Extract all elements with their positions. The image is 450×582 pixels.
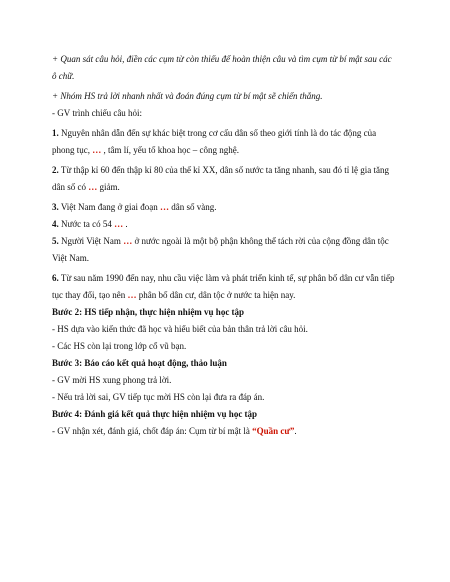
step-3-heading: Bước 3: Báo cáo kết quả hoạt động, thảo luận (52, 358, 227, 368)
conclusion-end: . (294, 426, 297, 436)
question-number: 6. (52, 273, 59, 283)
question-1 (52, 125, 397, 159)
question-number: 3. (52, 202, 59, 212)
conclusion-text: - GV nhận xét, đánh giá, chốt đáp án: Cụm từ bí mật là (52, 426, 253, 436)
question-text: dân số vàng. (169, 202, 217, 212)
question-text: giảm. (97, 182, 120, 192)
step-3-item: - Nếu trả lời sai, GV tiếp tục mời HS còn lại đưa ra đáp án. (52, 392, 265, 402)
question-4 (52, 216, 397, 233)
blank-marker: … (160, 202, 170, 212)
intro-instruction: + Quan sát câu hỏi, điền các cụm từ còn thiếu để hoàn thiện câu và tìm cụm từ bí mật sau các ô chữ. (52, 54, 392, 81)
question-number: 2. (52, 165, 59, 175)
step-3-item: - GV mời HS xung phong trả lời. (52, 375, 172, 385)
blank-marker: … (123, 236, 133, 246)
step-2-item: - HS dựa vào kiến thức đã học và hiểu biết của bản thân trả lời câu hỏi. (52, 324, 308, 334)
question-number: 4. (52, 219, 59, 229)
question-2 (52, 162, 397, 196)
question-6 (52, 270, 397, 304)
step-2-heading: Bước 2: HS tiếp nhận, thực hiện nhiệm vụ học tập (52, 307, 245, 317)
question-text: , tâm lí, yếu tố khoa học – công nghệ. (101, 145, 239, 155)
question-text: Nguyên nhân dẫn đến sự khác biệt trong cơ cấu dân số theo giới tính là do tác động của phong tục, (52, 128, 377, 155)
blank-marker: … (127, 290, 137, 300)
question-number: 1. (52, 128, 59, 138)
question-text: ở nước ngoài là một bộ phận không thể tách rời của cộng đồng dân tộc Việt Nam. (52, 236, 389, 263)
question-5 (52, 233, 397, 267)
question-text: Việt Nam đang ở giai đoạn (58, 202, 161, 212)
blank-marker: … (114, 219, 124, 229)
step-4-heading: Bước 4: Đánh giá kết quả thực hiện nhiệm vụ học tập (52, 409, 258, 419)
question-number: 5. (52, 236, 59, 246)
secret-answer: “Quần cư” (252, 426, 295, 436)
question-text: Từ thập kỉ 60 đến thập kỉ 80 của thế kỉ XX, dân số nước ta tăng nhanh, sau đó tỉ lệ gia tăng dân số có (52, 165, 390, 192)
question-text: Nước ta có 54 (58, 219, 115, 229)
blank-marker: … (88, 182, 98, 192)
blank-marker: … (92, 145, 102, 155)
step-4-conclusion (52, 423, 397, 440)
question-text: Từ sau năm 1990 đến nay, nhu cầu việc làm và phát triển kinh tế, sự phân bố dân cư vẫn tiếp tục thay đổi, tạo nên (52, 273, 395, 300)
question-text: phân bố dân cư, dân tộc ở nước ta hiện nay. (136, 290, 296, 300)
question-3 (52, 199, 397, 216)
question-text: Người Việt Nam (58, 236, 124, 246)
step-2-item: - Các HS còn lại trong lớp cổ vũ bạn. (52, 341, 187, 351)
question-text: . (123, 219, 128, 229)
document-body (52, 51, 397, 440)
gv-present-text: - GV trình chiếu câu hỏi: (52, 108, 143, 118)
intro-rule: + Nhóm HS trả lời nhanh nhất và đoán đúng cụm từ bí mật sẽ chiến thắng. (52, 91, 323, 101)
